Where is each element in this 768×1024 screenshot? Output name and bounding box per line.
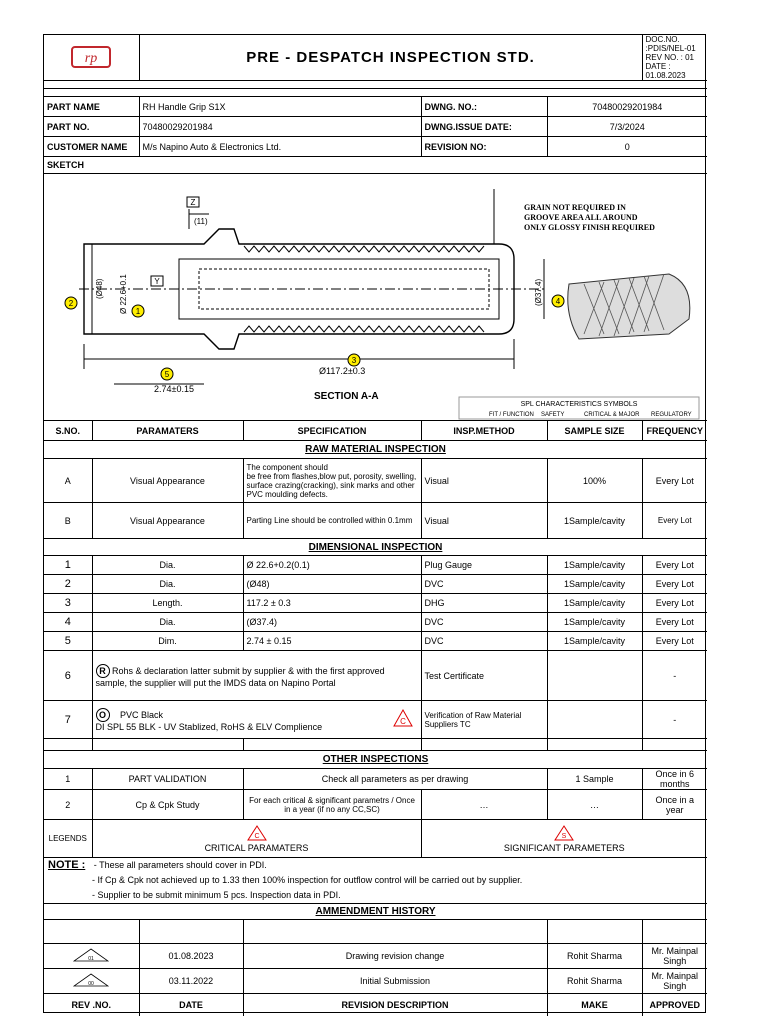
row-freq: Every Lot <box>642 575 707 594</box>
col-sno: S.NO. <box>44 421 92 441</box>
row-sample: 1Sample/cavity <box>547 556 642 575</box>
row-freq: Once in 6 months <box>642 769 707 790</box>
row-spec: (Ø37.4) <box>243 613 421 632</box>
row-sno: A <box>44 459 92 503</box>
part-name: RH Handle Grip S1X <box>139 97 421 117</box>
row-sno: 3 <box>44 594 92 613</box>
critical-triangle-label: C <box>399 717 406 726</box>
row-sample: 1Sample/cavity <box>547 503 642 539</box>
part-name-label: PART NAME <box>44 97 139 117</box>
row-sno: B <box>44 503 92 539</box>
table-row <box>44 790 707 820</box>
row-sno: 6 <box>44 651 92 701</box>
row-sample <box>547 701 642 739</box>
row-spec-line-2: DI SPL 55 BLK - UV Stablized, RoHS & ELV Complience <box>95 721 323 732</box>
row-sno: 5 <box>44 632 92 651</box>
row-freq: - <box>642 701 707 739</box>
part-no-label: PART NO. <box>44 117 139 137</box>
part-no: 70480029201984 <box>139 117 421 137</box>
row-freq: Every Lot <box>642 556 707 575</box>
row-method: Visual <box>421 459 547 503</box>
row-freq: Every Lot <box>642 632 707 651</box>
rev-make: Rohit Sharma <box>547 944 642 969</box>
datum-y: Y <box>154 277 160 286</box>
critical-legend-symbol: C <box>253 832 260 840</box>
footer-make: MAKE <box>547 994 642 1016</box>
row-param: Dim. <box>92 632 243 651</box>
row-sno: 1 <box>44 556 92 575</box>
row-method: DHG <box>421 594 547 613</box>
row-freq: - <box>642 651 707 701</box>
rev-date: 03.11.2022 <box>139 969 243 994</box>
balloon-1: 1 <box>135 307 141 316</box>
row-param: PART VALIDATION <box>92 769 243 790</box>
col-parameters: PARAMATERS <box>92 421 243 441</box>
row-sno: 4 <box>44 613 92 632</box>
row-method: Visual <box>421 503 547 539</box>
row-param: Dia. <box>92 613 243 632</box>
notes-block <box>44 858 707 904</box>
customer-label: CUSTOMER NAME <box>44 137 139 157</box>
footer-approved: APPROVED <box>642 994 707 1016</box>
dim-48: (Ø48) <box>95 278 104 299</box>
rev-triangle-icon <box>73 948 109 962</box>
row-sample: 1 Sample <box>547 769 642 790</box>
legends-label: LEGENDS <box>44 820 92 858</box>
row-param: Length. <box>92 594 243 613</box>
row-freq: Every Lot <box>642 594 707 613</box>
dwng-no: 70480029201984 <box>547 97 707 117</box>
balloon-5: 5 <box>164 370 170 379</box>
revision-label: REVISION NO: <box>421 137 547 157</box>
critical-legend-icon <box>247 825 267 841</box>
row-spec <box>92 651 421 701</box>
row-spec: Check all parameters as per drawing <box>243 769 547 790</box>
datum-z: Z <box>190 198 196 207</box>
col-insp-method: INSP.METHOD <box>421 421 547 441</box>
rev-number: 01 <box>88 956 95 962</box>
table-row <box>44 575 707 594</box>
grain-note-2: GROOVE AREA ALL AROUND <box>524 213 638 222</box>
inspection-sheet <box>43 34 706 1013</box>
legend-critical <box>92 820 421 858</box>
spl-critical: CRITICAL & MAJOR <box>584 412 640 418</box>
dim-274: 2.74±0.15 <box>154 384 194 394</box>
col-sample-size: SAMPLE SIZE <box>547 421 642 441</box>
row-sample: 1Sample/cavity <box>547 613 642 632</box>
critical-legend-text: CRITICAL PARAMATERS <box>204 842 309 853</box>
table-row <box>44 701 707 739</box>
row-spec: 2.74 ± 0.15 <box>243 632 421 651</box>
rev-approved: Mr. Mainpal Singh <box>642 944 707 969</box>
row-sample: 100% <box>547 459 642 503</box>
customer-name: M/s Napino Auto & Electronics Ltd. <box>139 137 421 157</box>
balloon-3: 3 <box>351 356 357 365</box>
main-table <box>44 35 707 1016</box>
doc-date: DATE : 01.08.2023 <box>645 62 686 80</box>
row-freq: Once in a year <box>642 790 707 820</box>
note-line: - If Cp & Cpk not achieved up to 1.33 then 100% inspection for outflow control will be carried out by supplier. <box>92 875 523 885</box>
row-method: Test Certificate <box>421 651 547 701</box>
row-method: Verification of Raw Material Suppliers TC <box>421 701 547 739</box>
row-spec: (Ø48) <box>243 575 421 594</box>
table-row <box>44 651 707 701</box>
col-frequency: FREQUENCY <box>642 421 707 441</box>
row-param: Dia. <box>92 575 243 594</box>
grip-iso-image <box>568 274 690 339</box>
row-sample: 1Sample/cavity <box>547 594 642 613</box>
row-spec-line-1: PVC Black <box>120 709 164 720</box>
company-logo-icon <box>71 46 111 68</box>
row-spec: For each critical & significant parametrs / Once in a year (if no any CC,SC) <box>243 790 421 820</box>
rev-desc: Initial Submission <box>243 969 547 994</box>
row-spec-text: Rohs & declaration latter submit by supplier & with the first approved sample, the supplier will put the IMDS data on Napino Portal <box>95 665 385 688</box>
row-param: Visual Appearance <box>92 459 243 503</box>
table-row <box>44 459 707 503</box>
row-spec: Ø 22.6+0.2(0.1) <box>243 556 421 575</box>
svg-text:rp: rp <box>85 50 98 66</box>
revision-no: 0 <box>547 137 707 157</box>
row-method: DVC <box>421 613 547 632</box>
note-line: - Supplier to be submit minimum 5 pcs. Inspection data in PDI. <box>92 890 341 900</box>
legend-significant <box>421 820 707 858</box>
table-row <box>44 503 707 539</box>
grain-note-3: ONLY GLOSSY FINISH REQUIRED <box>524 223 655 232</box>
table-row <box>44 556 707 575</box>
spl-fit: FIT / FUNCTION <box>489 412 534 418</box>
spl-regulatory: REGULATORY <box>651 412 692 418</box>
row-method: Plug Gauge <box>421 556 547 575</box>
row-sample: … <box>547 790 642 820</box>
row-sno: 7 <box>44 701 92 739</box>
legends-row <box>44 820 707 858</box>
row-method: … <box>421 790 547 820</box>
notes-label: NOTE : <box>48 859 86 871</box>
row-sno: 2 <box>44 575 92 594</box>
row-sample <box>547 651 642 701</box>
sketch-label: SKETCH <box>44 157 707 174</box>
page-title: PRE - DESPATCH INSPECTION STD. <box>139 35 642 81</box>
significant-legend-icon <box>554 825 574 841</box>
table-row <box>44 944 707 969</box>
balloon-2: 2 <box>68 299 74 308</box>
table-row <box>44 769 707 790</box>
row-sno: 2 <box>44 790 92 820</box>
doc-info <box>642 35 707 81</box>
row-param: Cp & Cpk Study <box>92 790 243 820</box>
dim-1172: Ø117.2±0.3 <box>319 366 366 376</box>
section-label: SECTION A-A <box>314 391 379 402</box>
row-spec: The component should be free from flashes,blow put, porosity, swelling, surface crazing(cracking), sink marks and other PVC moulding defects. <box>243 459 421 503</box>
rev-number: 00 <box>88 981 95 987</box>
dim-226: Ø 22.6+0.1 <box>119 274 128 314</box>
grain-note-1: GRAIN NOT REQUIRED IN <box>524 203 626 212</box>
table-row <box>44 632 707 651</box>
critical-triangle-icon <box>393 709 413 727</box>
note-line: - These all parameters should cover in PDI. <box>93 860 267 870</box>
logo <box>44 35 139 81</box>
row-sno: 1 <box>44 769 92 790</box>
significant-legend-symbol: S <box>561 832 567 840</box>
table-row <box>44 613 707 632</box>
sketch-area <box>44 174 707 421</box>
row-method: DVC <box>421 575 547 594</box>
rev-date: 01.08.2023 <box>139 944 243 969</box>
row-param: Dia. <box>92 556 243 575</box>
dimensional-title: DIMENSIONAL INSPECTION <box>44 539 707 556</box>
row-freq: Every Lot <box>642 459 707 503</box>
row-spec <box>92 701 421 739</box>
rev-triangle-icon <box>73 973 109 987</box>
rev-cell <box>44 944 139 969</box>
footer-rev-no: REV .NO. <box>44 994 139 1016</box>
row-freq: Every Lot <box>642 613 707 632</box>
footer-revision-description: REVISION DESCRIPTION <box>243 994 547 1016</box>
rev-cell <box>44 969 139 994</box>
regulatory-symbol-icon: O <box>96 708 110 722</box>
balloon-4: 4 <box>555 297 561 306</box>
amendment-title: AMMENDMENT HISTORY <box>44 904 707 920</box>
row-spec: 117.2 ± 0.3 <box>243 594 421 613</box>
issue-date: 7/3/2024 <box>547 117 707 137</box>
row-freq: Every Lot <box>642 503 707 539</box>
row-sample: 1Sample/cavity <box>547 632 642 651</box>
other-title: OTHER INSPECTIONS <box>44 751 707 769</box>
spl-safety: SAFETY <box>541 412 565 418</box>
footer-date: DATE <box>139 994 243 1016</box>
dim-374: (Ø37.4) <box>534 278 543 306</box>
table-row <box>44 594 707 613</box>
table-row <box>44 969 707 994</box>
part-drawing <box>44 174 705 420</box>
issue-date-label: DWNG.ISSUE DATE: <box>421 117 547 137</box>
raw-material-title: RAW MATERIAL INSPECTION <box>44 441 707 459</box>
dwng-no-label: DWNG. NO.: <box>421 97 547 117</box>
rev-desc: Drawing revision change <box>243 944 547 969</box>
rev-approved: Mr. Mainpal Singh <box>642 969 707 994</box>
rev-no: REV NO. : 01 <box>645 53 694 62</box>
significant-legend-text: SIGNIFICANT PARAMETERS <box>503 842 625 853</box>
dim-11: (11) <box>194 217 208 226</box>
row-method: DVC <box>421 632 547 651</box>
row-spec: Parting Line should be controlled within 0.1mm <box>243 503 421 539</box>
spl-title: SPL CHARACTERISTICS SYMBOLS <box>520 401 638 408</box>
rev-make: Rohit Sharma <box>547 969 642 994</box>
row-param: Visual Appearance <box>92 503 243 539</box>
col-specification: SPECIFICATION <box>243 421 421 441</box>
rohs-symbol-icon: R <box>96 664 110 678</box>
row-sample: 1Sample/cavity <box>547 575 642 594</box>
doc-no: DOC.NO. :PDIS/NEL-01 <box>645 35 696 53</box>
